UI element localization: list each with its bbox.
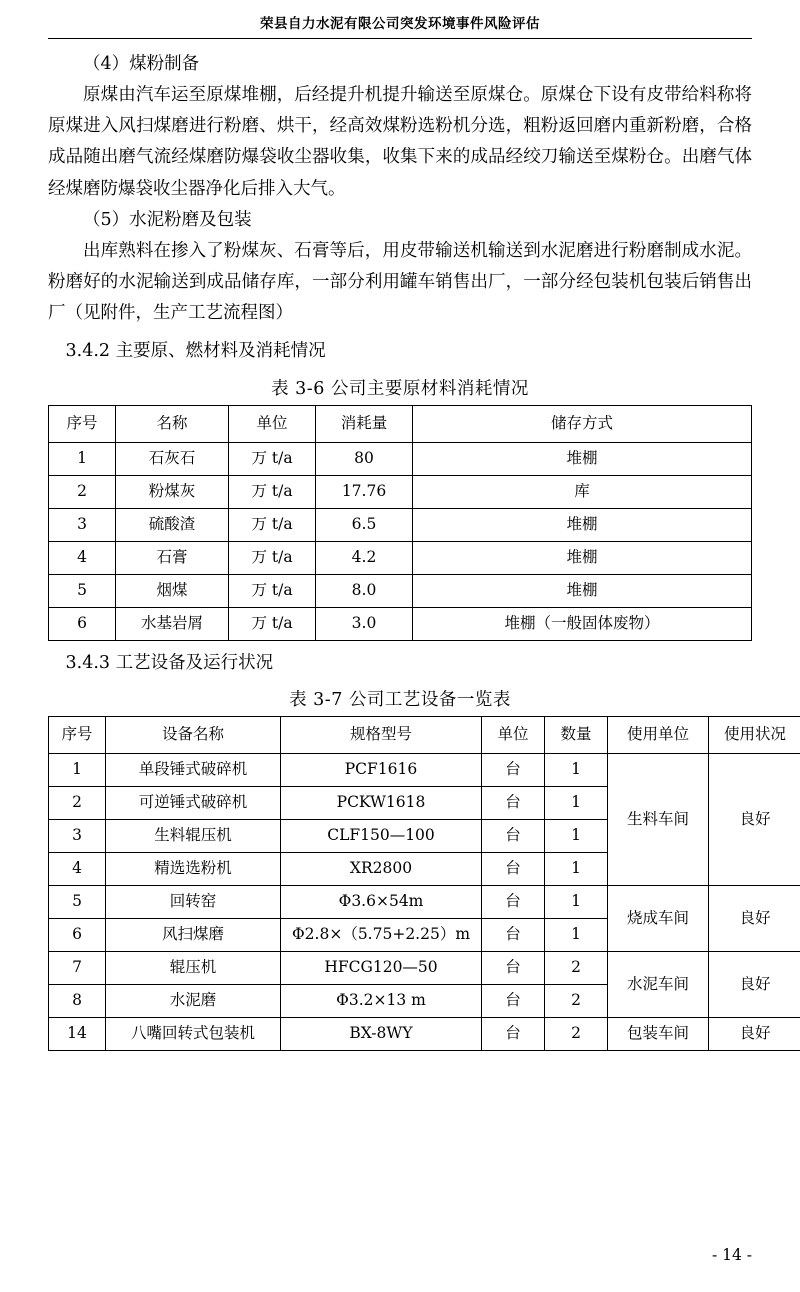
- cell-no: 5: [49, 885, 106, 918]
- subsection-heading-5: （5）水泥粉磨及包装: [83, 209, 252, 230]
- cell-condition: 良好: [709, 753, 800, 885]
- cell-equipment-name: 辊压机: [106, 951, 281, 984]
- cell-quantity: 1: [545, 753, 608, 786]
- cell-unit: 万 t/a: [229, 574, 316, 607]
- cell-unit: 万 t/a: [229, 442, 316, 475]
- cell-workshop: 包装车间: [608, 1017, 709, 1050]
- cell-no: 5: [49, 574, 116, 607]
- cell-unit: 万 t/a: [229, 508, 316, 541]
- cell-equipment-name: 单段锤式破碎机: [106, 753, 281, 786]
- cell-storage: 堆棚: [413, 574, 752, 607]
- table-row: [49, 508, 752, 541]
- column-header-name: 名称: [116, 405, 229, 442]
- column-header-equipment-name: 设备名称: [106, 716, 281, 753]
- cell-quantity: 1: [545, 786, 608, 819]
- column-header-consumption: 消耗量: [316, 405, 413, 442]
- table-row: [49, 574, 752, 607]
- column-header-unit: 单位: [482, 716, 545, 753]
- cell-quantity: 2: [545, 1017, 608, 1050]
- cell-model: Φ3.6×54m: [281, 885, 482, 918]
- cell-model: CLF150—100: [281, 819, 482, 852]
- cell-equipment-name: 八嘴回转式包装机: [106, 1017, 281, 1050]
- table-raw-material-consumption: [48, 405, 752, 641]
- cell-no: 3: [49, 508, 116, 541]
- cell-unit: 台: [482, 753, 545, 786]
- table-row: [49, 1017, 800, 1050]
- cell-storage: 库: [413, 475, 752, 508]
- cell-no: 4: [49, 852, 106, 885]
- section-heading-342: 3.4.2 主要原、燃材料及消耗情况: [65, 341, 326, 362]
- cell-equipment-name: 生料辊压机: [106, 819, 281, 852]
- table-row: [49, 475, 752, 508]
- cell-storage: 堆棚（一般固体废物）: [413, 607, 752, 640]
- table-header-row: [49, 405, 752, 442]
- cell-no: 14: [49, 1017, 106, 1050]
- cell-name: 石膏: [116, 541, 229, 574]
- table-header-row: [49, 716, 800, 753]
- cell-no: 6: [49, 607, 116, 640]
- column-header-workshop: 使用单位: [608, 716, 709, 753]
- paragraph-cement-grinding: 出库熟料在掺入了粉煤灰、石膏等后，用皮带输送机输送到水泥磨进行粉磨制成水泥。粉磨好的水泥输送到成品储存库，一部分利用罐车销售出厂，一部分经包装机包装后销售出厂（见附件，生产工艺流程图）: [48, 240, 752, 324]
- cell-quantity: 2: [545, 984, 608, 1017]
- cell-unit: 台: [482, 1017, 545, 1050]
- column-header-no: 序号: [49, 405, 116, 442]
- column-header-quantity: 数量: [545, 716, 608, 753]
- cell-name: 水基岩屑: [116, 607, 229, 640]
- cell-consumption: 17.76: [316, 475, 413, 508]
- cell-no: 1: [49, 442, 116, 475]
- table-row: [49, 541, 752, 574]
- page-number: - 14 -: [711, 1246, 752, 1264]
- table-row: [49, 753, 800, 786]
- cell-consumption: 3.0: [316, 607, 413, 640]
- table-row: [49, 885, 800, 918]
- cell-equipment-name: 回转窑: [106, 885, 281, 918]
- cell-no: 2: [49, 475, 116, 508]
- cell-name: 硫酸渣: [116, 508, 229, 541]
- cell-equipment-name: 精选选粉机: [106, 852, 281, 885]
- cell-no: 7: [49, 951, 106, 984]
- cell-name: 粉煤灰: [116, 475, 229, 508]
- cell-model: BX-8WY: [281, 1017, 482, 1050]
- subsection-heading-4: （4）煤粉制备: [83, 54, 200, 74]
- cell-quantity: 2: [545, 951, 608, 984]
- cell-no: 2: [49, 786, 106, 819]
- cell-storage: 堆棚: [413, 442, 752, 475]
- section-heading-343: 3.4.3 工艺设备及运行状况: [65, 652, 274, 673]
- cell-quantity: 1: [545, 852, 608, 885]
- cell-consumption: 80: [316, 442, 413, 475]
- cell-quantity: 1: [545, 819, 608, 852]
- table-row: [49, 951, 800, 984]
- cell-model: Φ3.2×13 m: [281, 984, 482, 1017]
- cell-unit: 台: [482, 984, 545, 1017]
- table-caption-3-7: 表 3-7 公司工艺设备一览表: [289, 689, 511, 710]
- column-header-no: 序号: [49, 716, 106, 753]
- cell-model: XR2800: [281, 852, 482, 885]
- cell-no: 1: [49, 753, 106, 786]
- cell-unit: 万 t/a: [229, 541, 316, 574]
- cell-storage: 堆棚: [413, 541, 752, 574]
- cell-unit: 台: [482, 819, 545, 852]
- table-row: [49, 442, 752, 475]
- cell-name: 烟煤: [116, 574, 229, 607]
- cell-name: 石灰石: [116, 442, 229, 475]
- cell-consumption: 4.2: [316, 541, 413, 574]
- cell-unit: 台: [482, 951, 545, 984]
- cell-no: 6: [49, 918, 106, 951]
- cell-condition: 良好: [709, 885, 800, 951]
- cell-equipment-name: 可逆锤式破碎机: [106, 786, 281, 819]
- cell-unit: 万 t/a: [229, 607, 316, 640]
- cell-consumption: 8.0: [316, 574, 413, 607]
- column-header-storage: 储存方式: [413, 405, 752, 442]
- cell-quantity: 1: [545, 885, 608, 918]
- cell-unit: 台: [482, 885, 545, 918]
- cell-model: HFCG120—50: [281, 951, 482, 984]
- page-header: 荣县自力水泥有限公司突发环境事件风险评估: [260, 16, 540, 32]
- cell-unit: 万 t/a: [229, 475, 316, 508]
- column-header-condition: 使用状况: [709, 716, 800, 753]
- column-header-model: 规格型号: [281, 716, 482, 753]
- cell-model: Φ2.8×（5.75+2.25）m: [281, 918, 482, 951]
- cell-model: PCKW1618: [281, 786, 482, 819]
- table-caption-3-6: 表 3-6 公司主要原材料消耗情况: [271, 378, 529, 399]
- cell-unit: 台: [482, 852, 545, 885]
- cell-model: PCF1616: [281, 753, 482, 786]
- cell-storage: 堆棚: [413, 508, 752, 541]
- cell-unit: 台: [482, 918, 545, 951]
- cell-workshop: 烧成车间: [608, 885, 709, 951]
- cell-workshop: 水泥车间: [608, 951, 709, 1017]
- cell-consumption: 6.5: [316, 508, 413, 541]
- table-row: [49, 607, 752, 640]
- paragraph-coal-preparation: 原煤由汽车运至原煤堆棚，后经提升机提升输送至原煤仓。原煤仓下设有皮带给料称将原煤进入风扫煤磨进行粉磨、烘干，经高效煤粉选粉机分选，粗粉返回磨内重新粉磨，合格成品随出磨气流经煤磨防爆袋收尘器收集，收集下来的成品经绞刀输送至煤粉仓。出磨气体经煤磨防爆袋收尘器净化后排入大气。: [48, 85, 752, 199]
- cell-no: 4: [49, 541, 116, 574]
- cell-condition: 良好: [709, 1017, 800, 1050]
- cell-condition: 良好: [709, 951, 800, 1017]
- column-header-unit: 单位: [229, 405, 316, 442]
- cell-equipment-name: 水泥磨: [106, 984, 281, 1017]
- cell-no: 8: [49, 984, 106, 1017]
- table-process-equipment: [48, 716, 800, 1051]
- cell-quantity: 1: [545, 918, 608, 951]
- header-divider: [48, 38, 752, 39]
- cell-unit: 台: [482, 786, 545, 819]
- cell-no: 3: [49, 819, 106, 852]
- cell-equipment-name: 风扫煤磨: [106, 918, 281, 951]
- cell-workshop: 生料车间: [608, 753, 709, 885]
